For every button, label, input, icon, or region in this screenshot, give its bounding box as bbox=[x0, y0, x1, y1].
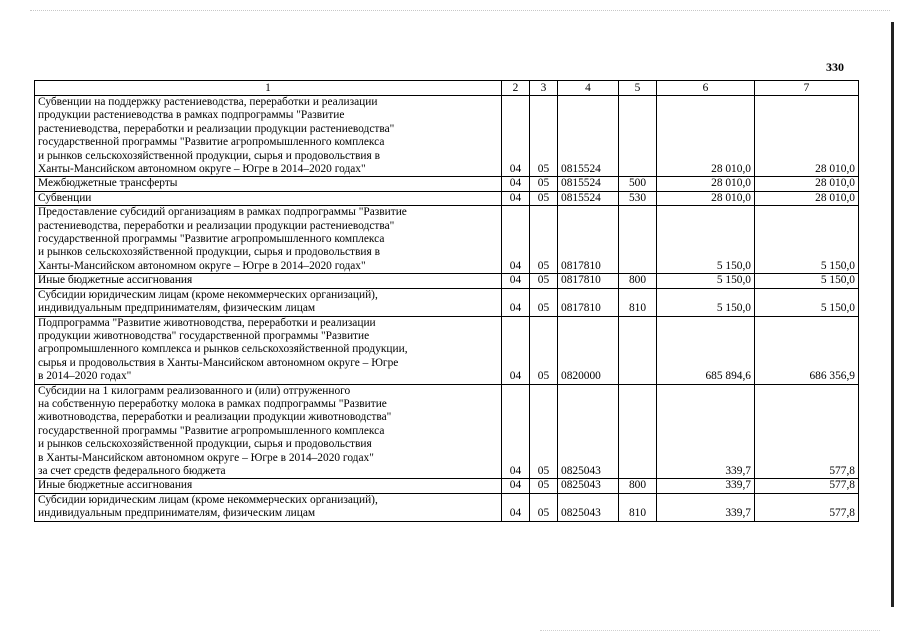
row-amount-2: 28 010,0 bbox=[755, 177, 859, 191]
row-expense-type: 530 bbox=[619, 191, 657, 205]
row-section: 04 bbox=[502, 493, 530, 521]
row-amount-1: 5 150,0 bbox=[657, 274, 755, 288]
row-description: Иные бюджетные ассигнования bbox=[35, 479, 502, 493]
table-row bbox=[35, 316, 859, 384]
row-expense-type: 800 bbox=[619, 274, 657, 288]
row-target-code: 0817810 bbox=[558, 274, 619, 288]
row-subsection: 05 bbox=[530, 96, 558, 177]
row-description: Предоставление субсидий организациям в рамках подпрограммы "Развитие растениеводства, переработки и реализации продукции растениеводства" государственной программы "Развитие агропромышленного комплекса и рынков сельскохозяйственной продукции, сырья и продовольствия в Ханты-Мансийском автономном округе – Югре в 2014–2020 годах" bbox=[35, 206, 502, 274]
table-row bbox=[35, 493, 859, 521]
row-section: 04 bbox=[502, 384, 530, 479]
row-expense-type: 800 bbox=[619, 479, 657, 493]
row-section: 04 bbox=[502, 206, 530, 274]
row-section: 04 bbox=[502, 479, 530, 493]
header-col-5: 5 bbox=[619, 81, 657, 96]
table-row bbox=[35, 384, 859, 479]
row-amount-1: 339,7 bbox=[657, 479, 755, 493]
header-col-4: 4 bbox=[558, 81, 619, 96]
row-section: 04 bbox=[502, 316, 530, 384]
row-subsection: 05 bbox=[530, 206, 558, 274]
row-subsection: 05 bbox=[530, 316, 558, 384]
row-expense-type: 810 bbox=[619, 288, 657, 316]
row-description: Субвенции bbox=[35, 191, 502, 205]
row-amount-2: 686 356,9 bbox=[755, 316, 859, 384]
row-subsection: 05 bbox=[530, 288, 558, 316]
row-amount-2: 5 150,0 bbox=[755, 206, 859, 274]
table-row bbox=[35, 479, 859, 493]
row-subsection: 05 bbox=[530, 191, 558, 205]
row-target-code: 0815524 bbox=[558, 177, 619, 191]
row-expense-type bbox=[619, 384, 657, 479]
row-amount-1: 28 010,0 bbox=[657, 96, 755, 177]
row-amount-2: 5 150,0 bbox=[755, 288, 859, 316]
row-expense-type bbox=[619, 316, 657, 384]
row-description: Субсидии юридическим лицам (кроме некоммерческих организаций), индивидуальным предпринимателям, физическим лицам bbox=[35, 288, 502, 316]
row-amount-2: 577,8 bbox=[755, 493, 859, 521]
row-amount-1: 5 150,0 bbox=[657, 288, 755, 316]
row-description: Субвенции на поддержку растениеводства, переработки и реализации продукции растениеводства в рамках подпрограммы "Развитие растениеводства, переработки и реализации продукции растениеводства" государственной программы "Развитие агропромышленного комплекса и рынков сельскохозяйственной продукции, сырья и продовольствия в Ханты-Мансийском автономном округе – Югре в 2014–2020 годах" bbox=[35, 96, 502, 177]
table-row bbox=[35, 191, 859, 205]
row-subsection: 05 bbox=[530, 493, 558, 521]
row-section: 04 bbox=[502, 274, 530, 288]
row-amount-1: 28 010,0 bbox=[657, 191, 755, 205]
budget-table bbox=[34, 80, 859, 522]
header-col-1: 1 bbox=[35, 81, 502, 96]
row-description: Подпрограмма "Развитие животноводства, переработки и реализации продукции животноводства" государственной программы "Развитие агропромышленного комплекса и рынков сельскохозяйственной продукции, сырья и продовольствия в Ханты-Мансийском автономном округе – Югре в 2014–2020 годах" bbox=[35, 316, 502, 384]
row-section: 04 bbox=[502, 96, 530, 177]
row-target-code: 0820000 bbox=[558, 316, 619, 384]
row-description: Иные бюджетные ассигнования bbox=[35, 274, 502, 288]
row-amount-1: 5 150,0 bbox=[657, 206, 755, 274]
row-description: Межбюджетные трансферты bbox=[35, 177, 502, 191]
table-header-row bbox=[35, 81, 859, 96]
row-amount-2: 28 010,0 bbox=[755, 96, 859, 177]
row-target-code: 0825043 bbox=[558, 493, 619, 521]
row-target-code: 0825043 bbox=[558, 479, 619, 493]
row-amount-1: 339,7 bbox=[657, 493, 755, 521]
row-target-code: 0817810 bbox=[558, 288, 619, 316]
row-expense-type: 810 bbox=[619, 493, 657, 521]
header-col-3: 3 bbox=[530, 81, 558, 96]
row-amount-1: 339,7 bbox=[657, 384, 755, 479]
row-section: 04 bbox=[502, 191, 530, 205]
row-subsection: 05 bbox=[530, 384, 558, 479]
row-amount-2: 28 010,0 bbox=[755, 191, 859, 205]
table-row bbox=[35, 288, 859, 316]
scan-edge-bar bbox=[891, 22, 894, 607]
table-row bbox=[35, 274, 859, 288]
row-expense-type: 500 bbox=[619, 177, 657, 191]
header-col-7: 7 bbox=[755, 81, 859, 96]
row-target-code: 0825043 bbox=[558, 384, 619, 479]
row-target-code: 0815524 bbox=[558, 96, 619, 177]
row-amount-2: 577,8 bbox=[755, 384, 859, 479]
row-section: 04 bbox=[502, 177, 530, 191]
row-amount-2: 577,8 bbox=[755, 479, 859, 493]
row-subsection: 05 bbox=[530, 479, 558, 493]
row-description: Субсидии юридическим лицам (кроме некоммерческих организаций), индивидуальным предпринимателям, физическим лицам bbox=[35, 493, 502, 521]
table-row bbox=[35, 206, 859, 274]
scan-noise-bottom bbox=[540, 630, 880, 632]
header-col-2: 2 bbox=[502, 81, 530, 96]
row-description: Субсидии на 1 килограмм реализованного и (или) отгруженного на собственную переработку молока в рамках подпрограммы "Развитие животноводства, переработки и реализации продукции животноводства" государственной программы "Развитие агропромышленного комплекса и рынков сельскохозяйственной продукции, сырья и продовольствия в Ханты-Мансийском автономном округе – Югре в 2014–2020 годах" за счет средств федерального бюджета bbox=[35, 384, 502, 479]
scan-noise-top bbox=[30, 10, 890, 12]
row-expense-type bbox=[619, 96, 657, 177]
header-col-6: 6 bbox=[657, 81, 755, 96]
row-amount-1: 685 894,6 bbox=[657, 316, 755, 384]
table-row bbox=[35, 177, 859, 191]
row-subsection: 05 bbox=[530, 274, 558, 288]
row-section: 04 bbox=[502, 288, 530, 316]
row-amount-1: 28 010,0 bbox=[657, 177, 755, 191]
page-number: 330 bbox=[826, 60, 844, 74]
row-subsection: 05 bbox=[530, 177, 558, 191]
row-target-code: 0815524 bbox=[558, 191, 619, 205]
row-expense-type bbox=[619, 206, 657, 274]
table-row bbox=[35, 96, 859, 177]
row-target-code: 0817810 bbox=[558, 206, 619, 274]
row-amount-2: 5 150,0 bbox=[755, 274, 859, 288]
